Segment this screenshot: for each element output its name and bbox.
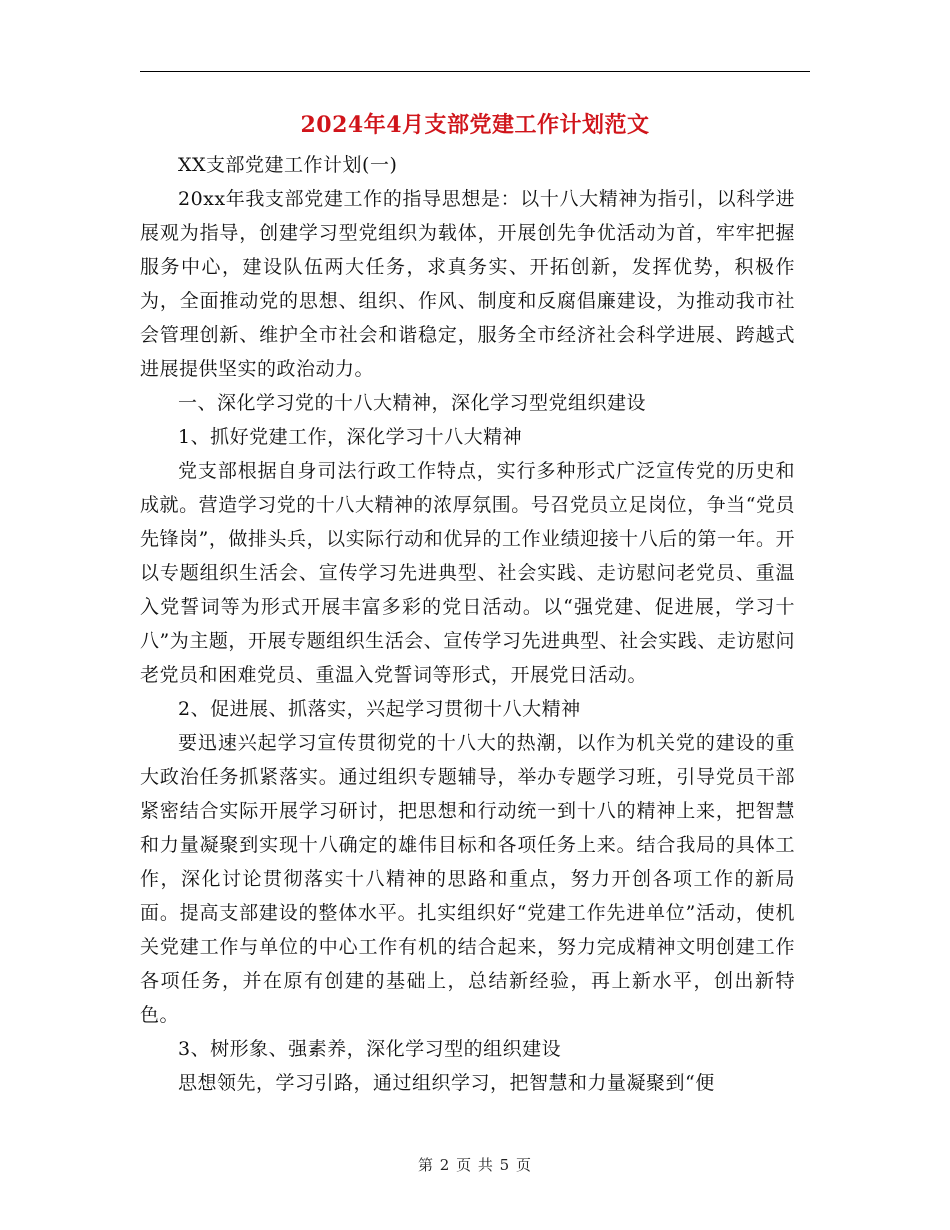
document-title: 2024年4月支部党建工作计划范文 (300, 112, 650, 138)
header-rule (140, 71, 810, 72)
section-heading: XX支部党建工作计划(一) (178, 154, 398, 176)
page-footer: 第 2 页 共 5 页 (418, 1156, 532, 1174)
body-paragraph: 思想领先，学习引路，通过组织学习，把智慧和力量凝聚到“便 (178, 1072, 715, 1094)
section-heading: 一、深化学习党的十八大精神，深化学习型党组织建设 (178, 392, 647, 414)
body-paragraph: 要迅速兴起学习宣传贯彻党的十八大的热潮，以作为机关党的建设的重大政治任务抓紧落实。通过组织专题辅导，举办专题学习班，引导党员干部紧密结合实际开展学习研讨，把思想和行动统一到十八的精神上来，把智慧和力量凝聚到实现十八确定的雄伟目标和各项任务上来。结合我局的具体工作，深化讨论贯彻落实十八精神的思路和重点，努力开创各项工作的新局面。提高支部建设的整体水平。扎实组织好“党建工作先进单位”活动，使机关党建工作与单位的中心工作有机的结合起来，努力完成精神文明创建工作各项任务，并在原有创建的基础上，总结新经验，再上新水平，创出新特色。 (140, 732, 795, 1026)
body-paragraph: 党支部根据自身司法行政工作特点，实行多种形式广泛宣传党的历史和成就。营造学习党的十八大精神的浓厚氛围。号召党员立足岗位，争当“党员先锋岗”，做排头兵，以实际行动和优异的工作业绩迎接十八后的第一年。开以专题组织生活会、宣传学习先进典型、社会实践、走访慰问老党员、重温入党誓词等为形式开展丰富多彩的党日活动。以“强党建、促进展，学习十八”为主题，开展专题组织生活会、宣传学习先进典型、社会实践、走访慰问老党员和困难党员、重温入党誓词等形式，开展党日活动。 (140, 460, 795, 686)
body-paragraph: 20xx年我支部党建工作的指导思想是：以十八大精神为指引，以科学进展观为指导，创建学习型党组织为载体，开展创先争优活动为首，牢牢把握服务中心，建设队伍两大任务，求真务实、开拓创新，发挥优势，积极作为，全面推动党的思想、组织、作风、制度和反腐倡廉建设，为推动我市社会管理创新、维护全市社会和谐稳定，服务全市经济社会科学进展、跨越式进展提供坚实的政治动力。 (140, 188, 795, 380)
subsection-heading: 1、抓好党建工作，深化学习十八大精神 (178, 426, 523, 448)
subsection-heading: 3、树形象、强素养，深化学习型的组织建设 (178, 1038, 562, 1060)
document-body (140, 148, 795, 1100)
subsection-heading: 2、促进展、抓落实，兴起学习贯彻十八大精神 (178, 698, 581, 720)
